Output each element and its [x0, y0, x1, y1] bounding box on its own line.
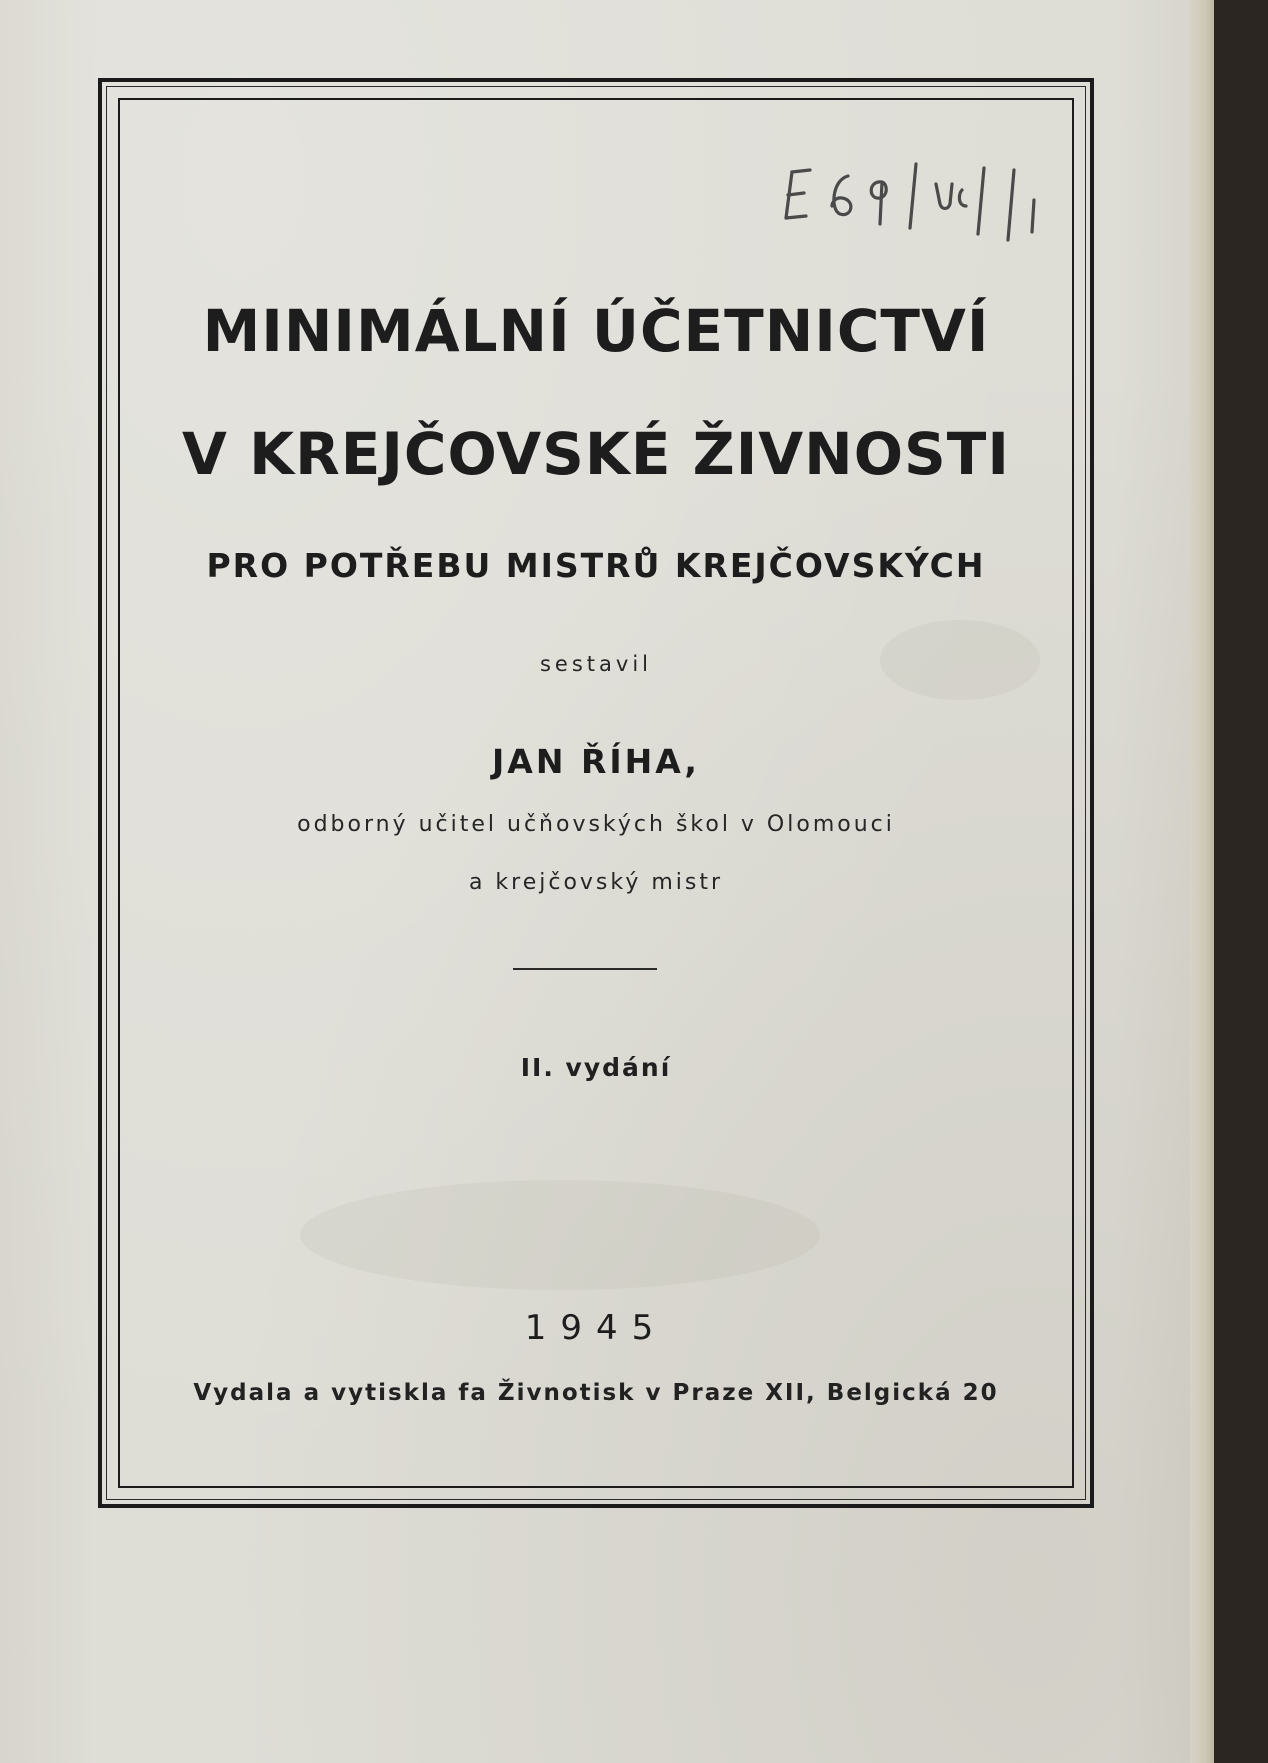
subtitle: PRO POTŘEBU MISTRŮ KREJČOVSKÝCH [206, 546, 986, 585]
compiled-by-label: sestavil [539, 652, 652, 676]
title-line-1: MINIMÁLNÍ ÚČETNICTVÍ [202, 297, 990, 365]
separator-rule [513, 968, 657, 970]
author-name: JAN ŘÍHA, [492, 742, 700, 781]
publisher-line: Vydala a vytiskla fa Živnotisk v Praze XII, Belgická 20 [193, 1380, 999, 1406]
title-line-2: V KREJČOVSKÉ ŽIVNOSTI [182, 420, 1010, 488]
author-role-line-2: a krejčovský mistr [468, 870, 724, 895]
publication-year: 1945 [524, 1308, 668, 1348]
edition-label: II. vydání [520, 1053, 672, 1082]
handwritten-shelf-mark [770, 140, 1070, 250]
author-role-line-1: odborný učitel učňovských škol v Olomouci [297, 812, 895, 837]
page-edge [1190, 0, 1214, 1763]
